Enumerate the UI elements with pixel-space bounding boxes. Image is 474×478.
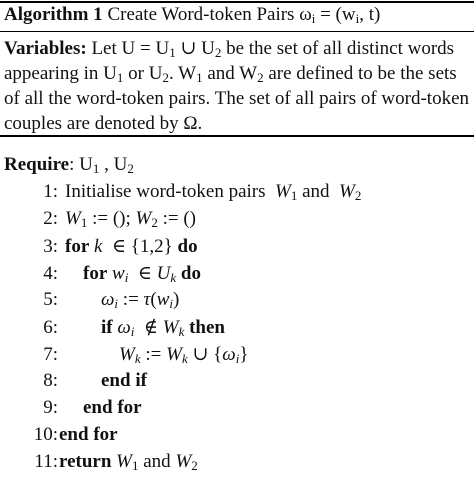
line-text: $W_k$ := $W_k$ ∪ $\{\omega_i\}$ [119, 344, 249, 366]
line-text: for k ∈ {1,2} do [65, 236, 198, 257]
line-text: if $\omega_i$ ∉ $W_k$ then [101, 317, 225, 339]
variables-rule [0, 135, 474, 137]
code-line-6 [0, 316, 225, 343]
line-text: for $w_i$ ∈ $U_k$ do [83, 263, 201, 285]
variables-block [4, 36, 470, 136]
title-rule [0, 31, 474, 32]
line-number: 1: [43, 181, 58, 202]
line-number: 10: [33, 424, 58, 445]
line-text: end if [101, 370, 147, 391]
line-number: 3: [43, 236, 58, 257]
code-line-9 [0, 397, 142, 424]
algorithm-title [4, 4, 380, 26]
code-line-1 [0, 181, 361, 208]
line-text: Initialise word-token pairs $W_1$ and $W_2$ [65, 181, 362, 203]
code-line-3 [0, 235, 198, 262]
line-number: 2: [43, 208, 58, 229]
line-number: 8: [43, 370, 58, 391]
line-number: 7: [43, 344, 58, 365]
code-line-4 [0, 262, 201, 289]
line-text: end for [59, 424, 118, 445]
line-text: return $W_1$ and $W_2$ [59, 451, 198, 473]
top-rule [0, 1, 474, 3]
line-number: 5: [43, 289, 58, 310]
algorithm-title-text: Create Word-token Pairs $\omega_i = (w_i$, t) [107, 4, 381, 26]
line-number: 6: [43, 317, 58, 338]
code-line-5 [0, 289, 179, 316]
line-number: 11: [34, 451, 58, 472]
line-number: 9: [43, 397, 58, 418]
algorithm-label: Algorithm 1 [4, 4, 103, 25]
require-line: Require: $U_1$ , $U_2$ [4, 154, 134, 176]
code-line-10 [0, 424, 118, 451]
require-label: Require [4, 154, 70, 175]
code-line-7 [0, 343, 248, 370]
code-line-8 [0, 370, 147, 397]
line-text: $\omega_i$ := $\tau(w_i)$ [101, 289, 180, 311]
line-text: $W_1$ := (); $W_2$ := () [65, 208, 196, 230]
variables-text: Let $U = U_1$ ∪ $U_2$ be the set of all distinct words appearing in $U_1$ or $U_2$. $W_1$ and $W_2$ are defined to be the sets of all the word-token pairs. The set of all pairs of word-token couples are denoted by Ω. [4, 38, 470, 134]
variables-label: Variables: [4, 38, 87, 59]
code-line-2 [0, 208, 196, 235]
line-text: end for [83, 397, 142, 418]
line-number: 4: [43, 263, 58, 284]
